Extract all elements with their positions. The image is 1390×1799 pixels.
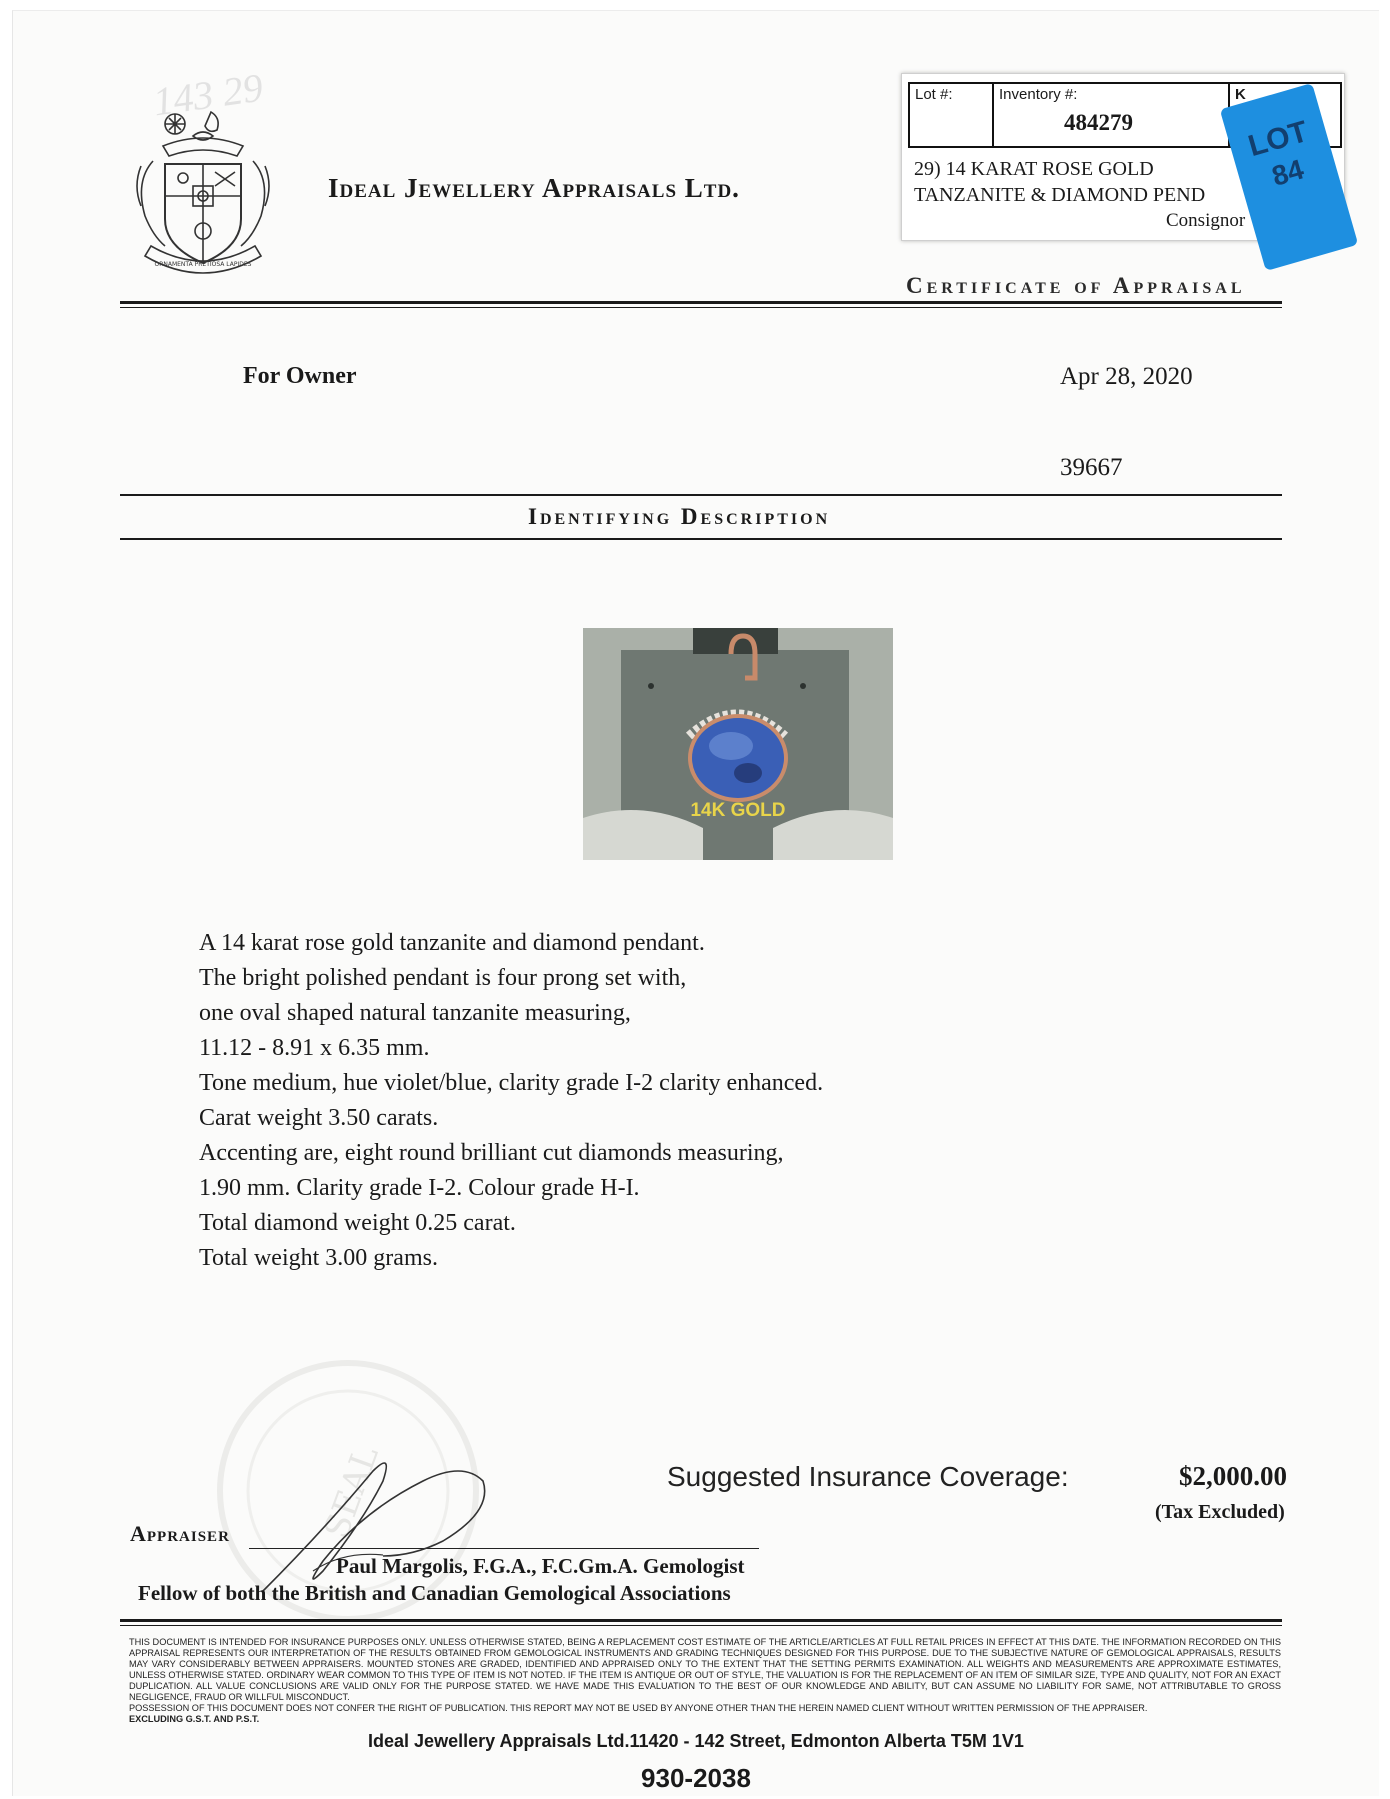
lot-tag-label: LOT (1244, 114, 1312, 164)
company-name: Ideal Jewellery Appraisals Ltd. (328, 173, 740, 203)
lot-tag-number: 84 (1268, 153, 1308, 192)
footer-rule-thick (120, 1619, 1282, 1622)
gold-stamp: 14K GOLD (690, 800, 786, 821)
lot-line-2: TANZANITE & DIAMOND PEND (914, 184, 1206, 206)
sticker-mark-letter: K (1235, 86, 1246, 103)
tax-note: (Tax Excluded) (1155, 1501, 1285, 1523)
appraisal-date: Apr 28, 2020 (1060, 363, 1193, 390)
item-description (199, 926, 959, 1276)
reference-number: 39667 (1060, 454, 1123, 481)
insurance-amount: $2,000.00 (1179, 1461, 1287, 1491)
lot-description (914, 156, 1205, 208)
lot-line-1: 29) 14 KARAT ROSE GOLD (914, 158, 1154, 180)
description-line: Total diamond weight 0.25 carat. (199, 1210, 516, 1236)
company-phone: 930-2038 (641, 1763, 751, 1793)
legal-disclaimer (129, 1637, 1281, 1725)
seal-text: SEAL (316, 1440, 387, 1544)
description-line: 1.90 mm. Clarity grade I-2. Colour grade H-I. (199, 1175, 640, 1201)
appraiser-name: Paul Margolis, F.G.A., F.C.Gm.A. Gemologist (336, 1554, 745, 1578)
description-line: Tone medium, hue violet/blue, clarity grade I-2 clarity enhanced. (199, 1070, 824, 1096)
pencil-mark: 143 29 (150, 64, 266, 125)
section-rule-bottom (120, 538, 1282, 540)
crest-motto: ORNAMENTA PRETIOSA LAPIDES (154, 261, 252, 268)
description-line: A 14 karat rose gold tanzanite and diamond pendant. (199, 930, 705, 956)
header-rule-thin (120, 307, 1282, 308)
pendant-image (583, 628, 893, 860)
inventory-label: Inventory #: (999, 86, 1078, 103)
section-rule-top (120, 494, 1282, 496)
inventory-cell (994, 84, 1230, 146)
identifying-description-title: Identifying Description (528, 504, 831, 529)
lot-number-label: Lot #: (910, 84, 994, 146)
legal-paragraph: EXCLUDING G.S.T. AND P.S.T. (129, 1714, 260, 1724)
description-line: Accenting are, eight round brilliant cut diamonds measuring, (199, 1140, 784, 1166)
description-line: Carat weight 3.50 carats. (199, 1105, 439, 1131)
consignor-label: Consignor (1166, 210, 1246, 231)
company-address: Ideal Jewellery Appraisals Ltd.11420 - 142 Street, Edmonton Alberta T5M 1V1 (368, 1731, 1024, 1751)
client-label: For Owner (243, 363, 357, 389)
legal-paragraph: POSSESSION OF THIS DOCUMENT DOES NOT CONFER THE RIGHT OF PUBLICATION. THIS REPORT MAY NOT BE USED BY ANYONE OTHER THAN THE HEREIN NAMED CLIENT WITHOUT WRITTEN PERMISSION OF THE APPRAISER. (129, 1703, 1148, 1713)
certificate-page (12, 10, 1379, 1796)
appraiser-label: Appraiser (130, 1521, 230, 1546)
pendant-photo (583, 628, 893, 860)
footer-rule-thin (120, 1625, 1282, 1626)
company-crest-icon (123, 106, 283, 286)
header-rule-thick (120, 301, 1282, 304)
certificate-title: Certificate of Appraisal (906, 273, 1246, 298)
description-line: 11.12 - 8.91 x 6.35 mm. (199, 1035, 430, 1061)
legal-paragraph: THIS DOCUMENT IS INTENDED FOR INSURANCE PURPOSES ONLY. UNLESS OTHERWISE STATED, BEING A REPLACEMENT COST ESTIMATE OF THE ARTICLE/ARTICLES AT FULL RETAIL PRICES IN EFFECT AT THIS DATE. THE INFORMATION RECORDED ON THIS APPRAISAL REPRESENTS OUR INTERPRETATION OF THE RESULTS OBTAINED FROM GEMOLOGICAL INSTRUMENTS AND GRADING TECHNIQUES DESIGNED FOR THIS PURPOSE. DUE TO THE SUBJECTIVE NATURE OF GEMOLOGICAL APPRAISALS, RESULTS MAY VARY CONSIDERABLY BETWEEN APPRAISERS. MOUNTED STONES ARE GRADED, IDENTIFIED AND APPRAISED ONLY TO THE EXTENT THAT THE SETTING PERMITS EXAMINATION. ALL WEIGHTS AND MEASUREMENTS ARE APPROXIMATE ESTIMATES, UNLESS OTHERWISE STATED. ORDINARY WEAR COMMON TO THIS TYPE OF ITEM IS NOT NOTED. IF THE ITEM IS ANTIQUE OR OUT OF STYLE, THE VALUATION IS FOR THE REPLACEMENT OF AN ITEM OF SIMILAR SIZE, TYPE AND QUALITY, NOT FOR AN EXACT DUPLICATION. ALL VALUE CONCLUSIONS ARE VALID ONLY FOR THE PURPOSE STATED. WE HAVE MADE THIS EVALUATION TO THE BEST OF OUR KNOWLEDGE AND ABILITY, BUT CAN ASSUME NO LIABILITY FOR SAME, NOT ATTRIBUTABLE TO GROSS NEGLIGENCE, FRAUD OR WILLFUL MISCONDUCT. (129, 1637, 1281, 1702)
inventory-number: 484279 (1064, 110, 1133, 135)
insurance-coverage-label: Suggested Insurance Coverage: (667, 1461, 1069, 1492)
appraiser-fellowship: Fellow of both the British and Canadian Gemological Associations (138, 1581, 731, 1605)
description-line: The bright polished pendant is four prong set with, (199, 965, 687, 991)
description-line: Total weight 3.00 grams. (199, 1245, 438, 1271)
description-line: one oval shaped natural tanzanite measuring, (199, 1000, 631, 1026)
